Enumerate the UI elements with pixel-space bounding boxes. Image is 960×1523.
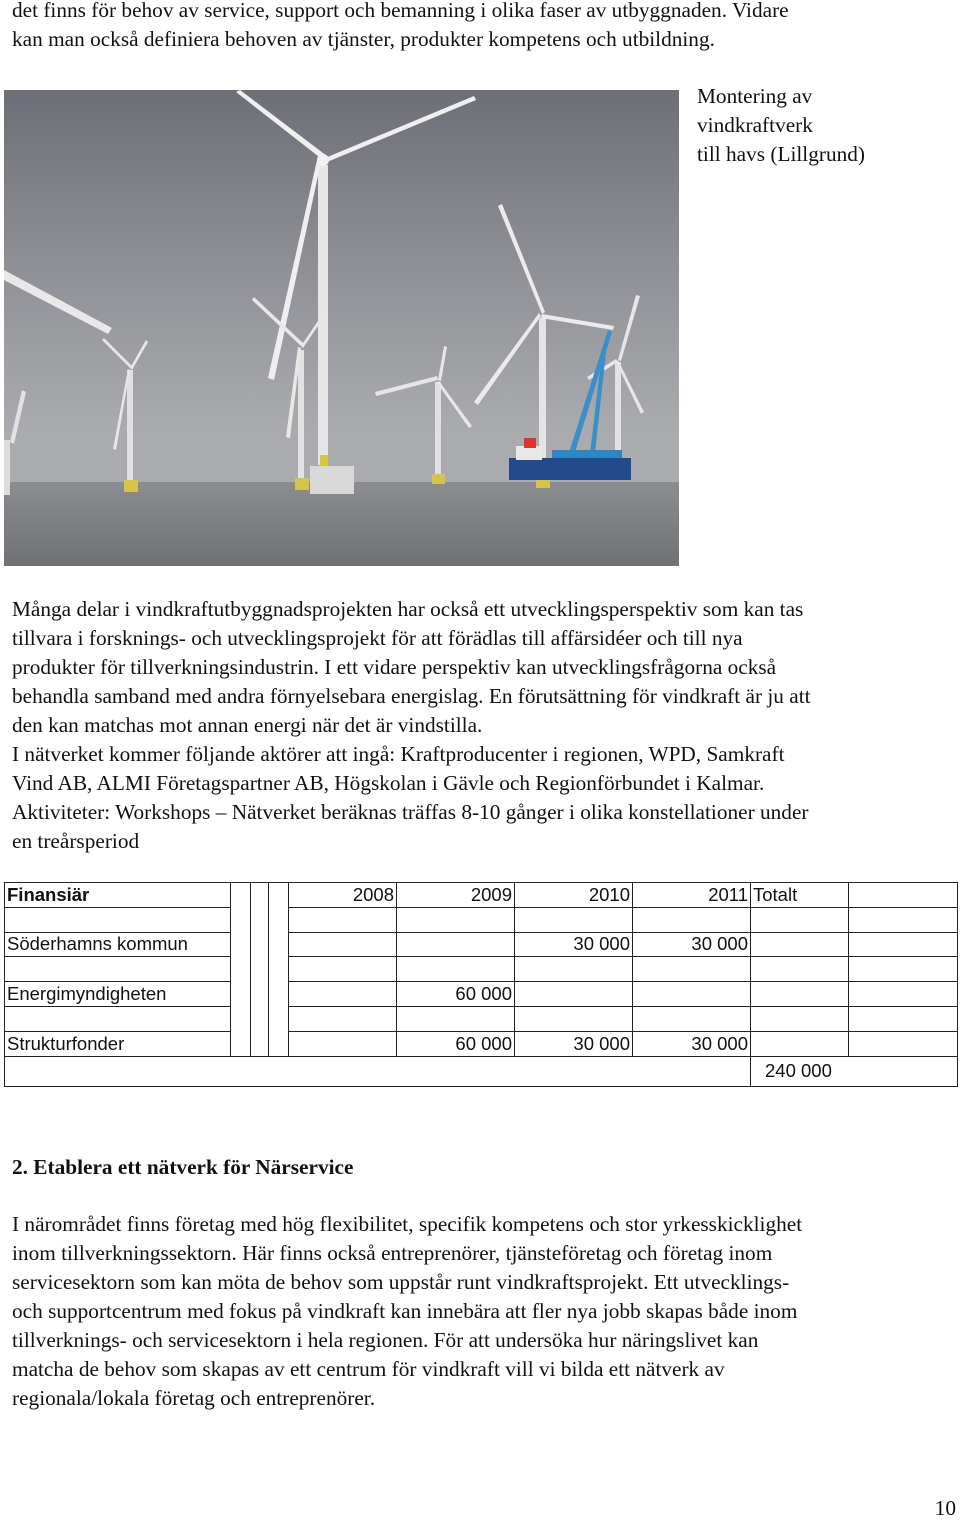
amount-cell: 30 000	[633, 1031, 751, 1056]
financier-name: Energimyndigheten	[5, 982, 231, 1007]
column-header-total: Totalt	[751, 883, 849, 908]
amount-cell: 30 000	[515, 1031, 633, 1056]
amount-cell: 60 000	[397, 982, 515, 1007]
text-line: det finns för behov av service, support och bemanning i olika faser av utbyggnaden. Vidare	[12, 0, 789, 22]
table-row	[5, 982, 958, 1007]
financier-name: Söderhamns kommun	[5, 932, 231, 957]
amount-cell: 30 000	[633, 932, 751, 957]
text-line: Vind AB, ALMI Företagspartner AB, Högskolan i Gävle och Regionförbundet i Kalmar.	[12, 771, 765, 795]
intro-paragraph	[12, 0, 789, 54]
column-header-2010: 2010	[515, 883, 633, 908]
text-line: servicesektorn som kan möta de behov som uppstår runt vindkraftsprojekt. Ett utvecklings-	[12, 1270, 790, 1294]
table-row	[5, 1031, 958, 1056]
text-line: den kan matchas mot annan energi när det är vindstilla.	[12, 713, 483, 737]
caption-line: till havs (Lillgrund)	[697, 142, 865, 166]
text-line: Aktiviteter: Workshops – Nätverket beräknas träffas 8-10 gånger i olika konstellationer under	[12, 800, 809, 824]
text-line: tillvara i forsknings- och utvecklingsprojekt för att förädlas till affärsidéer och till nya	[12, 626, 743, 650]
text-line: tillverknings- och servicesektorn i hela regionen. För att undersöka hur näringslivet kan	[12, 1328, 759, 1352]
text-line: Många delar i vindkraftutbyggnadsprojekten har också ett utvecklingsperspektiv som kan tas	[12, 597, 804, 621]
text-line: I nätverket kommer följande aktörer att ingå: Kraftproducenter i regionen, WPD, Samkraft	[12, 742, 785, 766]
column-header-2008: 2008	[289, 883, 397, 908]
caption-line: Montering av	[697, 84, 813, 108]
column-header-financier: Finansiär	[5, 883, 231, 908]
text-line: en treårsperiod	[12, 829, 140, 853]
section-heading: 2. Etablera ett nätverk för Närservice	[12, 1155, 354, 1179]
section-paragraph	[12, 1210, 802, 1413]
table-spacer-row	[5, 1006, 958, 1031]
photo-caption	[697, 82, 865, 169]
column-header-2011: 2011	[633, 883, 751, 908]
funding-table	[4, 882, 958, 1087]
offshore-wind-farm-photo	[4, 90, 679, 566]
table-total-row	[5, 1056, 958, 1086]
text-line: kan man också definiera behoven av tjänster, produkter kompetens och utbildning.	[12, 27, 715, 51]
grand-total: 240 000	[751, 1056, 958, 1086]
column-header-2009: 2009	[397, 883, 515, 908]
body-paragraph	[12, 595, 811, 856]
table-header-row	[5, 883, 958, 908]
caption-line: vindkraftverk	[697, 113, 813, 137]
financier-name: Strukturfonder	[5, 1031, 231, 1056]
text-line: behandla samband med andra förnyelsebara energislag. En förutsättning för vindkraft är ju att	[12, 684, 811, 708]
text-line: matcha de behov som skapas av ett centrum för vindkraft vill vi bilda ett nätverk av	[12, 1357, 725, 1381]
text-line: produkter för tillverkningsindustrin. I ett vidare perspektiv kan utvecklingsfrågorna också	[12, 655, 777, 679]
amount-cell: 60 000	[397, 1031, 515, 1056]
amount-cell: 30 000	[515, 932, 633, 957]
text-line: regionala/lokala företag och entreprenörer.	[12, 1386, 376, 1410]
text-line: inom tillverkningssektorn. Här finns också entreprenörer, tjänsteföretag och företag inom	[12, 1241, 773, 1265]
table-spacer-row	[5, 957, 958, 982]
text-line: I närområdet finns företag med hög flexibilitet, specifik kompetens och stor yrkesskicklighet	[12, 1212, 803, 1236]
page-number: 10	[934, 1496, 956, 1520]
table-row	[5, 932, 958, 957]
table-spacer-row	[5, 907, 958, 932]
text-line: och supportcentrum med fokus på vindkraft kan innebära att fler nya jobb skapas både inom	[12, 1299, 798, 1323]
